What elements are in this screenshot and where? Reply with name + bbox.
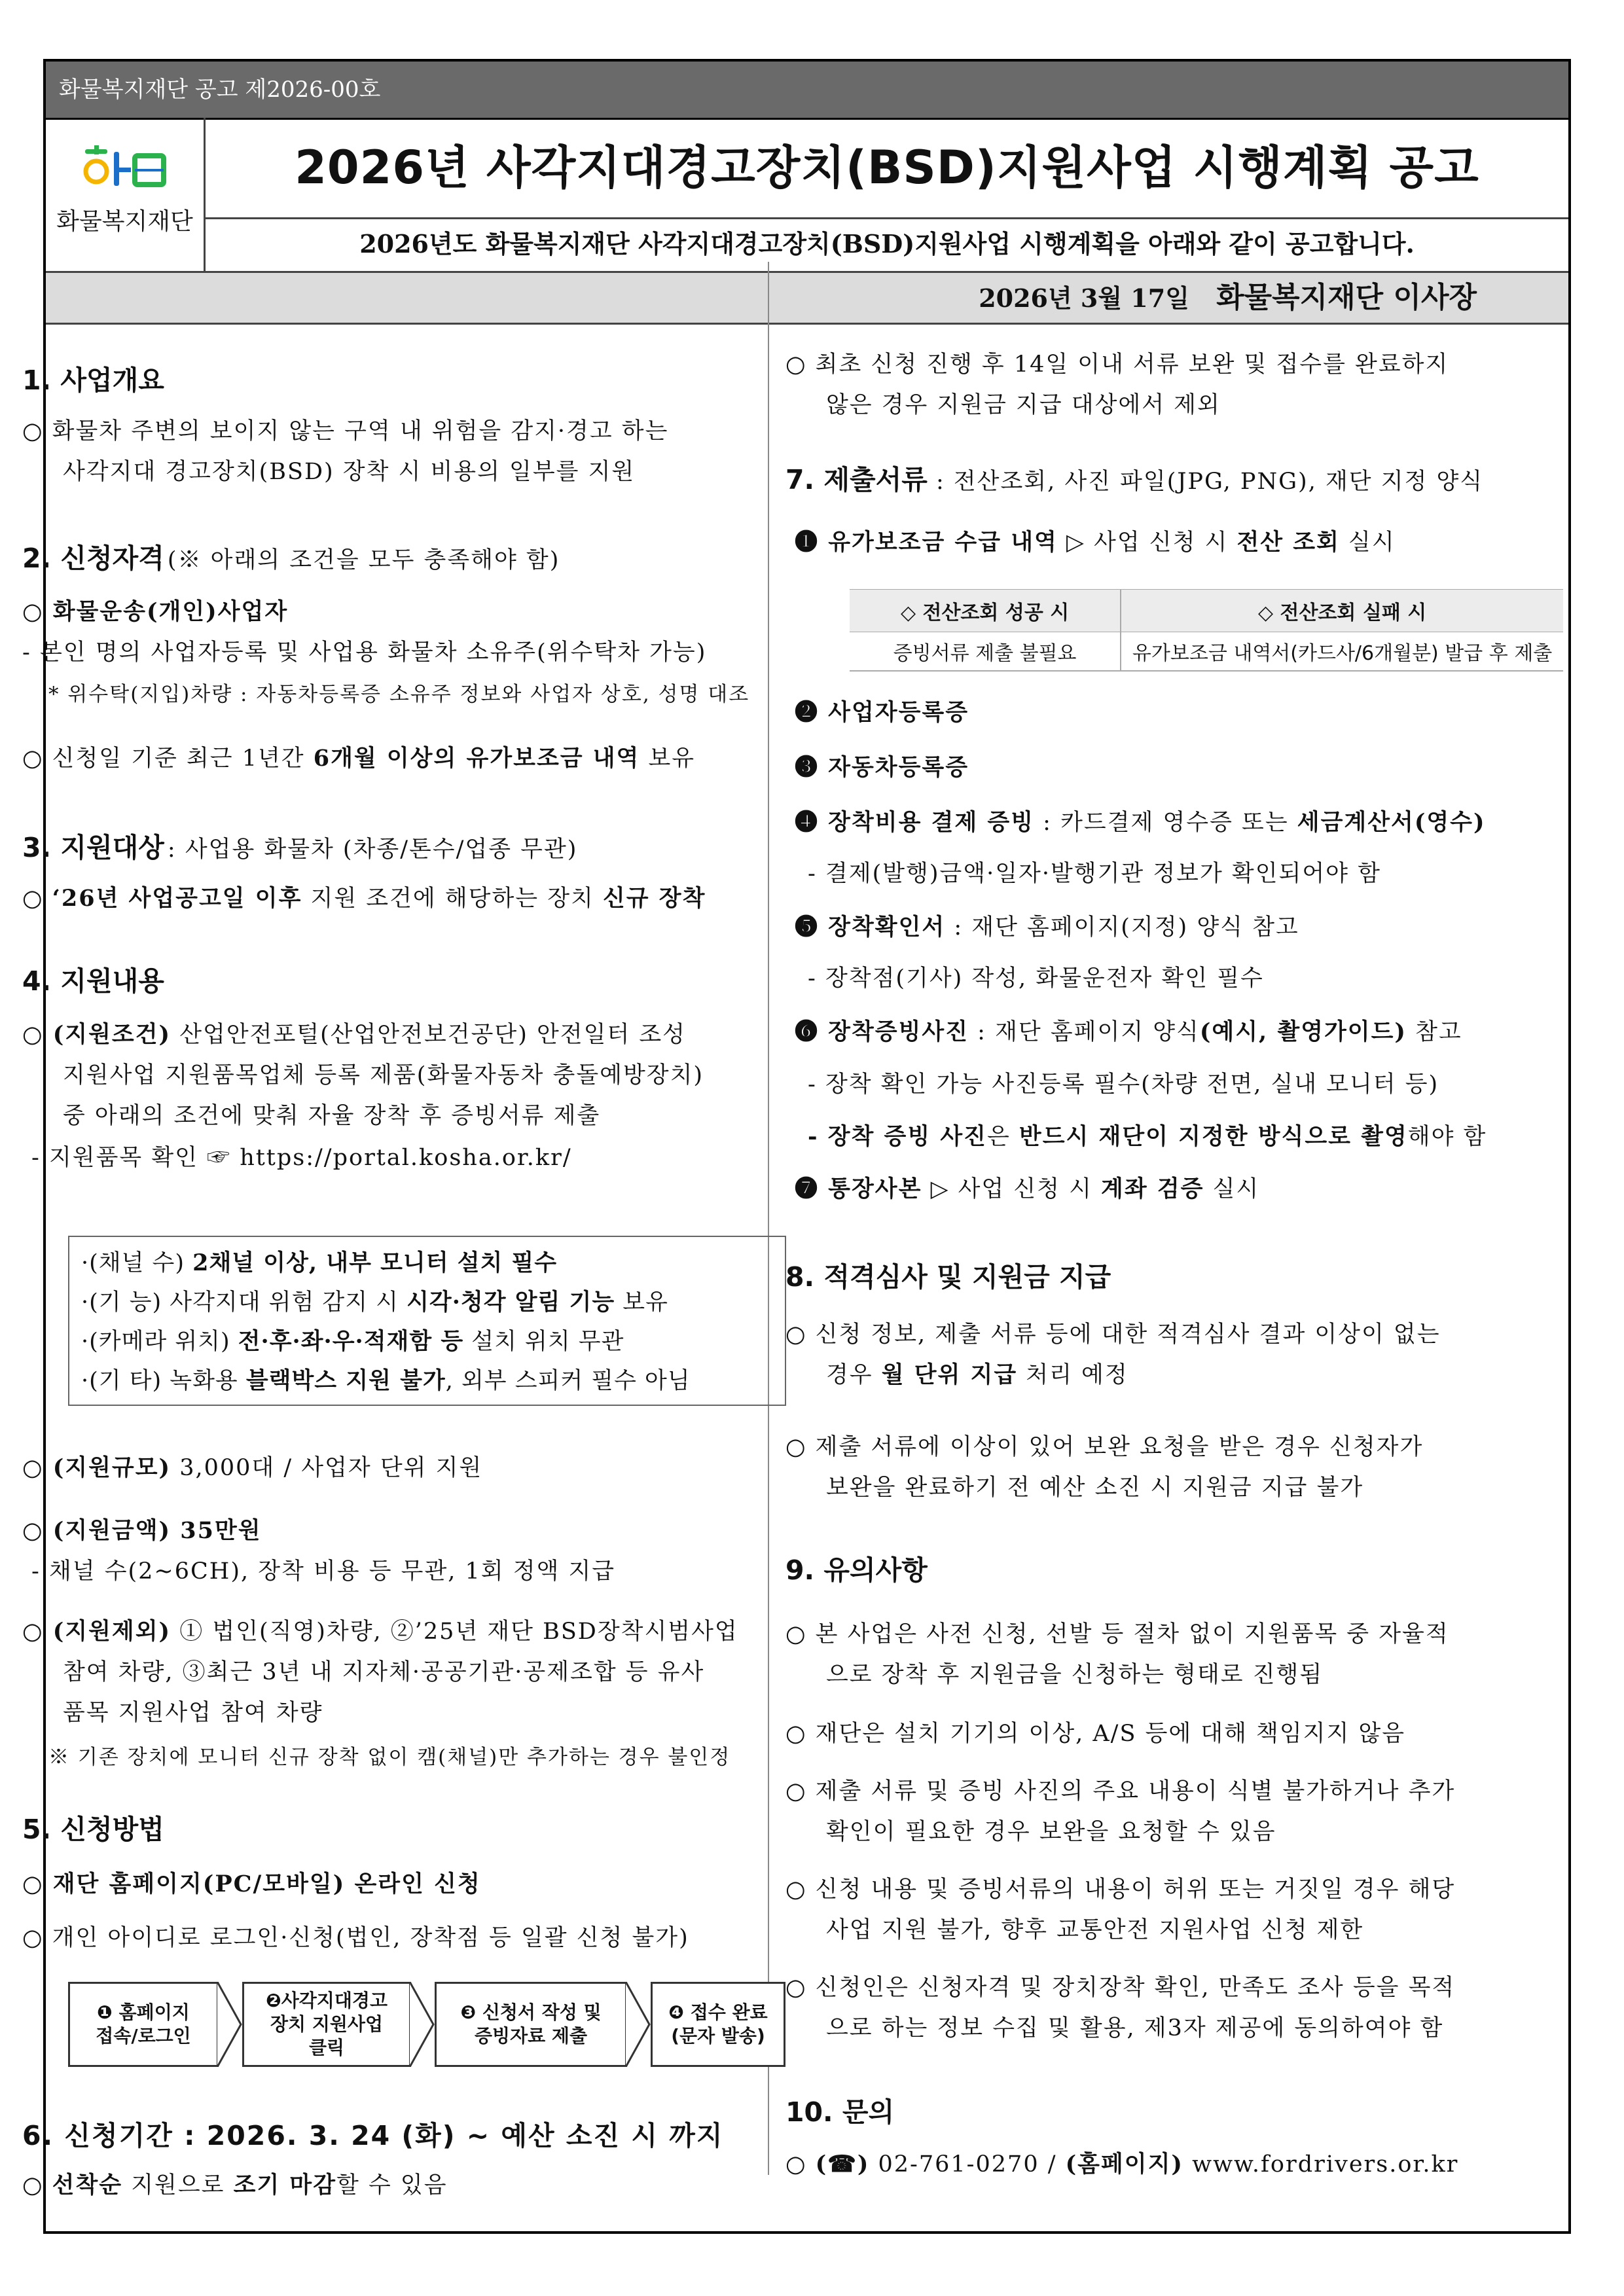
section-2-title: 2. 신청자격	[22, 543, 164, 574]
s5-bullet-2: ○ 개인 아이디로 로그인·신청(법인, 장착점 등 일괄 신청 불가)	[22, 1925, 689, 1951]
section-9-title: 9. 유의사항	[785, 1554, 928, 1586]
s4-scale: ○ (지원규모) 3,000대 / 사업자 단위 지원	[22, 1454, 483, 1481]
cond-box-line: ·(기 타) 녹화용 블랙박스 지원 불가, 외부 스피커 필수 아님	[81, 1367, 691, 1394]
page-title: 2026년 사각지대경고장치(BSD)지원사업 시행계획 공고	[206, 118, 1568, 219]
logo-cell	[46, 118, 206, 271]
step-4: ❹ 접수 완료 (문자 발송)	[651, 1982, 785, 2067]
s9-item-3-l1: ○ 제출 서류 및 증빙 사진의 주요 내용이 식별 불가하거나 추가	[785, 1778, 1456, 1804]
section-7-title: 7. 제출서류	[785, 464, 928, 495]
s3-bullet-1: ○ ‘26년 사업공고일 이후 지원 조건에 해당하는 장치 신규 장착	[22, 885, 706, 912]
s9-item-5-l2: 으로 하는 정보 수집 및 활용, 제3자 제공에 동의하여야 함	[826, 2015, 1444, 2041]
s4-excl-line3: 품목 지원사업 참여 차량	[63, 1700, 323, 1726]
section-7-sub: : 전산조회, 사진 파일(JPG, PNG), 재단 지정 양식	[927, 469, 1484, 495]
section-3-sub: : 사업용 화물차 (차종/톤수/업종 무관)	[167, 836, 578, 863]
step-3: ❸ 신청서 작성 및 증빙자료 제출	[435, 1982, 627, 2067]
fuel-subsidy-table	[850, 589, 1563, 672]
s9-item-3-l2: 확인이 필요한 경우 보완을 요청할 수 있음	[826, 1819, 1276, 1845]
section-7-heading	[785, 458, 1506, 502]
s9-item-4-l2: 사업 지원 불가, 향후 교통안전 지원사업 신청 제한	[826, 1917, 1364, 1943]
table-header: ◇ 전산조회 실패 시	[1121, 590, 1563, 632]
s6-bullet-2-line2: 않은 경우 지원금 지급 대상에서 제외	[826, 392, 1221, 418]
s4-cond-line2: 지원사업 지원품목업체 등록 제품(화물자동차 충돌예방장치)	[63, 1062, 704, 1088]
step-2: ❷사각지대경고 장치 지원사업 클릭	[242, 1982, 411, 2067]
doc-4-sub: - 결제(발행)금액·일자·발행기관 정보가 확인되어야 함	[808, 861, 1381, 887]
s9-item-1-l2: 으로 장착 후 지원금을 신청하는 형태로 진행됨	[826, 1662, 1324, 1688]
section-4-title: 4. 지원내용	[22, 965, 164, 997]
step-arrow-icon	[410, 1982, 436, 2067]
cond-box-line: ·(기 능) 사각지대 위험 감지 시 시각·청각 알림 기능 보유	[81, 1289, 668, 1316]
s4-excl-note: ※ 기존 장치에 모니터 신규 장착 없이 캠(채널)만 추가하는 경우 불인정	[48, 1746, 731, 1769]
contact-line: ○ (☎) 02-761-0270 / (홈페이지) www.fordrivers.or.kr	[785, 2151, 1459, 2178]
s1-line2: 사각지대 경고장치(BSD) 장착 시 비용의 일부를 지원	[63, 459, 636, 485]
doc-7: ❼ 통장사본 ▷ 사업 신청 시 계좌 검증 실시	[795, 1175, 1260, 1202]
homepage-label: (홈페이지)	[1065, 2151, 1183, 2178]
support-condition-box	[68, 1236, 786, 1406]
section-1-title: 1. 사업개요	[22, 365, 164, 396]
s8-b2-line2: 보완을 완료하기 전 예산 소진 시 지원금 지급 불가	[826, 1475, 1364, 1501]
s9-item-4-l1: ○ 신청 내용 및 증빙서류의 내용이 허위 또는 거짓일 경우 해당	[785, 1876, 1456, 1903]
section-3-title: 3. 지원대상	[22, 832, 164, 863]
s9-item-2-l1: ○ 재단은 설치 기기의 이상, A/S 등에 대해 책임지지 않음	[785, 1721, 1406, 1747]
s6-bullet-2-line1: ○ 최초 신청 진행 후 14일 이내 서류 보완 및 접수를 완료하지	[785, 351, 1449, 378]
doc-2: ❷ 사업자등록증	[795, 699, 969, 726]
notice-number: 화물복지재단 공고 제2026-00호	[46, 62, 1568, 120]
cond-box-line: ·(채널 수) 2채널 이상, 내부 모니터 설치 필수	[81, 1249, 558, 1276]
date-bar	[46, 271, 1568, 325]
phone-number[interactable]: 02-761-0270 /	[869, 2151, 1066, 2178]
doc-6: ❻ 장착증빙사진 : 재단 홈페이지 양식(예시, 촬영가이드) 참고	[795, 1018, 1462, 1045]
table-cell: 유가보조금 내역서(카드사/6개월분) 발급 후 제출	[1121, 632, 1563, 672]
phone-label: (☎)	[815, 2151, 870, 2178]
table-header: ◇ 전산조회 성공 시	[850, 590, 1121, 632]
column-divider	[768, 262, 769, 2175]
s4-excl-line2: 참여 차량, ③최근 3년 내 지자체·공공기관·공제조합 등 유사	[63, 1659, 705, 1685]
step-1: ❶ 홈페이지 접속/로그인	[68, 1982, 219, 2067]
step-arrow-icon	[626, 1982, 652, 2067]
s2-bullet-1-sub: - 본인 명의 사업자등록 및 사업용 화물차 소유주(위수탁차 가능)	[22, 639, 707, 666]
s8-b1-line2: 경우 월 단위 지급 처리 예정	[826, 1361, 1128, 1388]
s4-excl-line1: ○ (지원제외) ① 법인(직영)차량, ②’25년 재단 BSD장착시범사업	[22, 1618, 738, 1645]
homepage-link[interactable]: www.fordrivers.or.kr	[1183, 2151, 1459, 2178]
s4-amount: ○ (지원금액) 35만원	[22, 1517, 262, 1544]
notice-date: 2026년 3월 17일	[979, 283, 1189, 313]
s5-bullet-1: ○ 재단 홈페이지(PC/모바일) 온라인 신청	[22, 1871, 481, 1897]
doc-1: ❶ 유가보조금 수급 내역 ▷ 사업 신청 시 전산 조회 실시	[795, 529, 1396, 556]
logo-text: 화물복지재단	[56, 208, 193, 235]
s6-bullet-1: ○ 선착순 지원으로 조기 마감할 수 있음	[22, 2172, 448, 2198]
s4-cond-line1: ○ (지원조건) 산업안전포털(산업안전보건공단) 안전일터 조성	[22, 1021, 686, 1048]
president-signature: 화물복지재단 이사장	[1216, 281, 1477, 314]
application-steps	[22, 1982, 768, 2070]
section-3-heading	[22, 826, 759, 870]
s4-cond-line3: 중 아래의 조건에 맞춰 자율 장착 후 증빙서류 제출	[63, 1103, 601, 1129]
s2-bullet-1-note: * 위수탁(지입)차량 : 자동차등록증 소유주 정보와 사업자 상호, 성명 대조	[48, 683, 750, 706]
section-8-title: 8. 적격심사 및 지원금 지급	[785, 1261, 1111, 1293]
section-6-title: 6. 신청기간 : 2026. 3. 24 (화) ~ 예산 소진 시 까지	[22, 2120, 724, 2151]
doc-5-sub: - 장착점(기사) 작성, 화물운전자 확인 필수	[808, 965, 1264, 992]
s4-amount-sub: - 채널 수(2~6CH), 장착 비용 등 무관, 1회 정액 지급	[31, 1558, 616, 1585]
step-arrow-icon	[217, 1982, 244, 2067]
cond-box-line: ·(카메라 위치) 전·후·좌·우·적재함 등 설치 위치 무관	[81, 1328, 624, 1355]
page-subtitle: 2026년도 화물복지재단 사각지대경고장치(BSD)지원사업 시행계획을 아래와 같이 공고합니다.	[359, 229, 1415, 259]
section-5-title: 5. 신청방법	[22, 1814, 164, 1845]
s9-item-5-l1: ○ 신청인은 신청자격 및 장치장착 확인, 만족도 조사 등을 목적	[785, 1975, 1456, 2001]
section-2-heading	[22, 537, 759, 581]
section-2-note: (※ 아래의 조건을 모두 충족해야 함)	[167, 547, 560, 573]
doc-4: ❹ 장착비용 결제 증빙 : 카드결제 영수증 또는 세금계산서(영수)	[795, 809, 1486, 836]
s2-bullet-1: ○ 화물운송(개인)사업자	[22, 598, 289, 625]
foundation-logo-icon	[82, 145, 169, 191]
doc-5: ❺ 장착확인서 : 재단 홈페이지(지정) 양식 참고	[795, 914, 1299, 941]
s2-bullet-2: ○ 신청일 기준 최근 1년간 6개월 이상의 유가보조금 내역 보유	[22, 745, 696, 772]
doc-6-sub2: - 장착 증빙 사진은 반드시 재단이 지정한 방식으로 촬영해야 함	[808, 1123, 1487, 1150]
doc-3: ❸ 자동차등록증	[795, 754, 969, 781]
s8-b2-line1: ○ 제출 서류에 이상이 있어 보완 요청을 받은 경우 신청자가	[785, 1434, 1424, 1460]
s9-item-1-l1: ○ 본 사업은 사전 신청, 선발 등 절차 없이 지원품목 중 자율적	[785, 1621, 1449, 1647]
s4-support-link[interactable]: - 지원품목 확인 ☞ https://portal.kosha.or.kr/	[31, 1145, 572, 1171]
s8-b1-line1: ○ 신청 정보, 제출 서류 등에 대한 적격심사 결과 이상이 없는	[785, 1321, 1441, 1348]
doc-6-sub1: - 장착 확인 가능 사진등록 필수(차량 전면, 실내 모니터 등)	[808, 1071, 1439, 1098]
section-10-title: 10. 문의	[785, 2096, 895, 2128]
table-cell: 증빙서류 제출 불필요	[850, 632, 1121, 672]
s1-line1: ○ 화물차 주변의 보이지 않는 구역 내 위험을 감지·경고 하는	[22, 418, 669, 444]
